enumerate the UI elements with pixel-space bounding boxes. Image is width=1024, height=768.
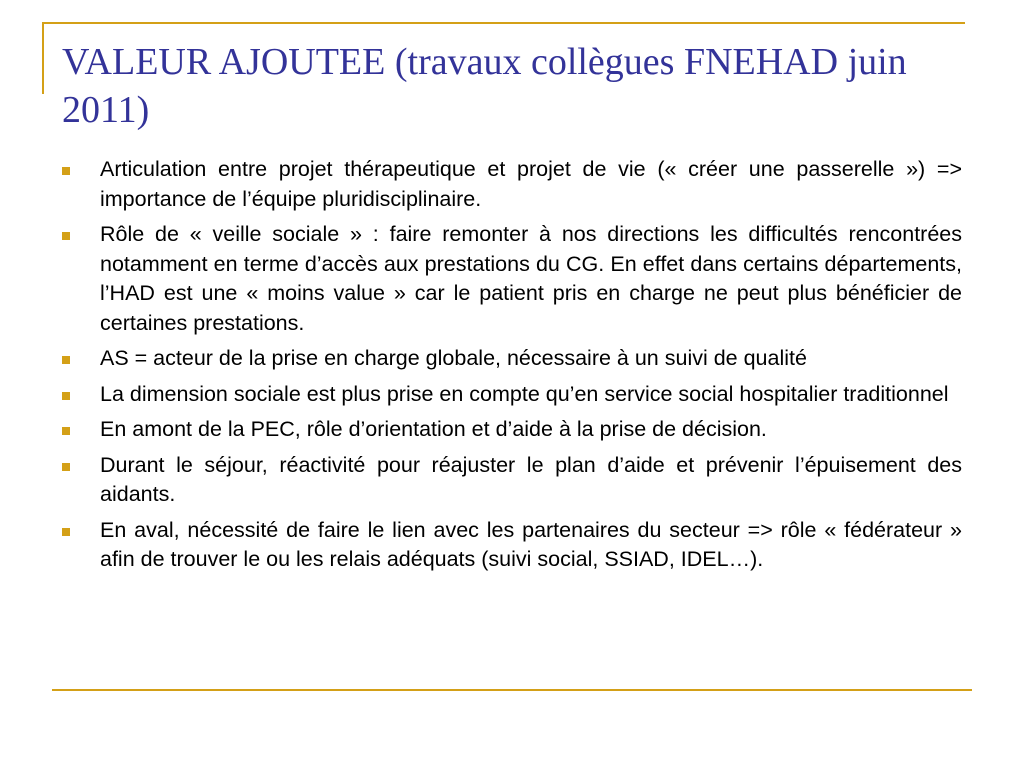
square-bullet-icon bbox=[62, 392, 70, 400]
frame-bottom-rule bbox=[52, 689, 972, 691]
square-bullet-icon bbox=[62, 356, 70, 364]
bullet-item-2 bbox=[62, 220, 962, 338]
frame-left-rule bbox=[42, 22, 44, 94]
bullet-item-5 bbox=[62, 415, 962, 445]
bullet-text-1: Articulation entre projet thérapeutique et projet de vie (« créer une passerelle ») => importance de l’équipe pluridisciplinaire. bbox=[100, 157, 962, 211]
bullet-item-7 bbox=[62, 516, 962, 575]
bullet-text-2: Rôle de « veille sociale » : faire remonter à nos directions les difficultés rencontrées notamment en terme d’accès aux prestations du CG. En effet dans certains départements, l’HAD est une « moins value » car le patient pris en charge ne peut plus bénéficier de certaines prestations. bbox=[100, 222, 962, 335]
frame-top-rule bbox=[42, 22, 965, 24]
square-bullet-icon bbox=[62, 167, 70, 175]
square-bullet-icon bbox=[62, 427, 70, 435]
slide-title: VALEUR AJOUTEE (travaux collègues FNEHAD juin 2011) bbox=[62, 41, 907, 131]
square-bullet-icon bbox=[62, 463, 70, 471]
bullet-item-3 bbox=[62, 344, 962, 374]
bullet-list bbox=[62, 155, 962, 581]
bullet-text-7: En aval, nécessité de faire le lien avec les partenaires du secteur => rôle « fédérateur » afin de trouver le ou les relais adéquats (suivi social, SSIAD, IDEL…). bbox=[100, 517, 962, 571]
bullet-text-4: La dimension sociale est plus prise en compte qu’en service social hospitalier traditionnel bbox=[100, 381, 949, 406]
bullet-text-6: Durant le séjour, réactivité pour réajuster le plan d’aide et prévenir l’épuisement des aidants. bbox=[100, 452, 962, 506]
bullet-item-4 bbox=[62, 380, 962, 410]
bullet-text-3: AS = acteur de la prise en charge globale, nécessaire à un suivi de qualité bbox=[100, 346, 807, 370]
bullet-item-6 bbox=[62, 451, 962, 510]
bullet-item-1 bbox=[62, 155, 962, 214]
square-bullet-icon bbox=[62, 232, 70, 240]
square-bullet-icon bbox=[62, 528, 70, 536]
bullet-text-5: En amont de la PEC, rôle d’orientation et d’aide à la prise de décision. bbox=[100, 417, 767, 441]
